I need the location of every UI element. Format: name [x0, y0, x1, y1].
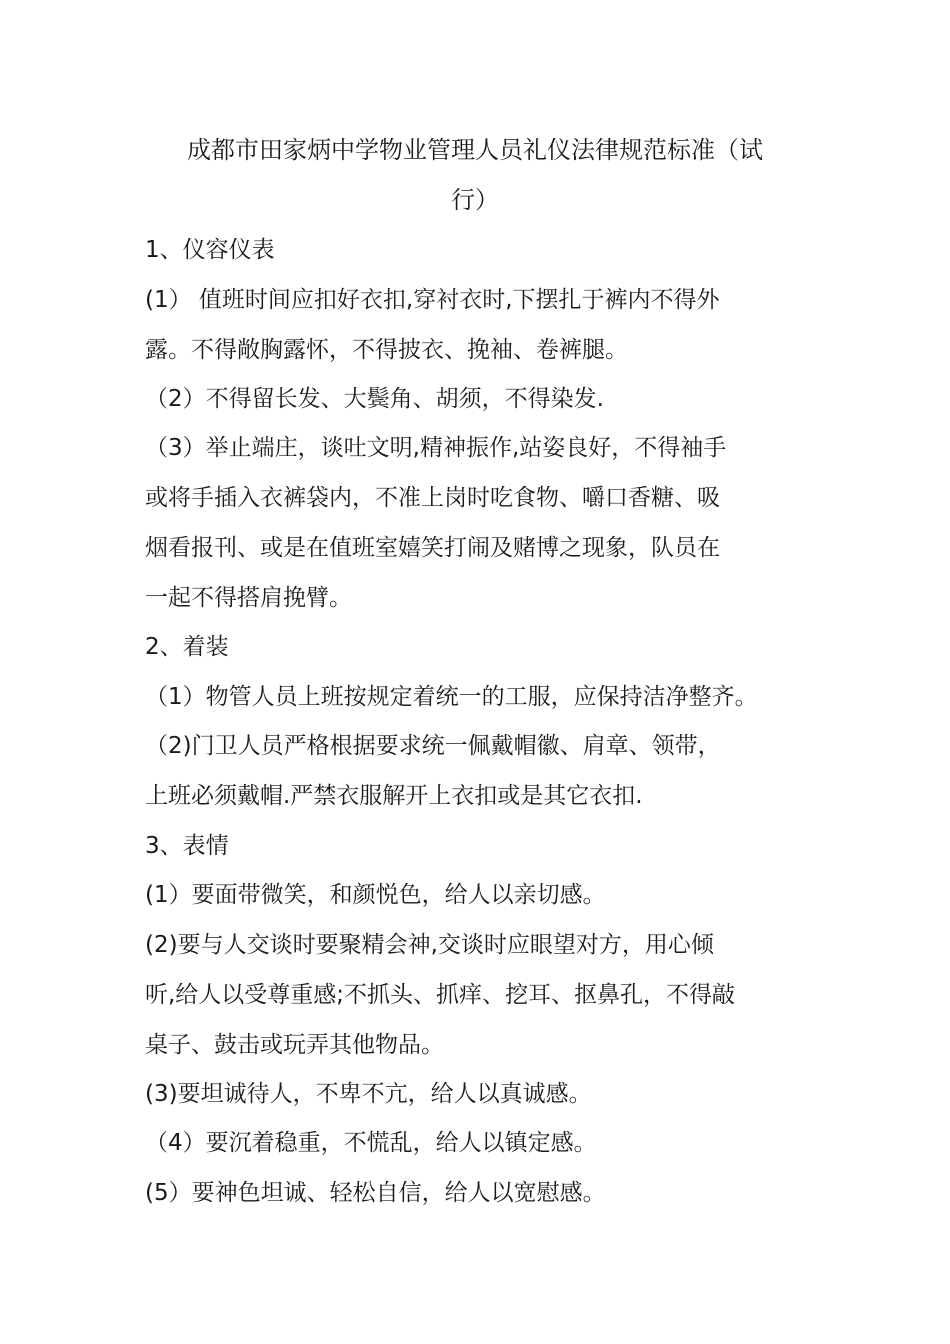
section-heading-appearance: 1、仪容仪表: [145, 237, 275, 263]
body-line: （2）不得留长发、大鬓角、胡须，不得染发.: [145, 386, 604, 412]
body-line: 烟看报刊、或是在值班室嬉笑打闹及赌博之现象，队员在: [145, 535, 720, 561]
document-title-line-1: 成都市田家炳中学物业管理人员礼仪法律规范标准（试: [187, 136, 763, 164]
body-line: (5）要神色坦诚、轻松自信，给人以宽慰感。: [145, 1180, 606, 1206]
body-line: 听,给人以受尊重感;不抓头、抓痒、挖耳、抠鼻孔，不得敲: [145, 982, 736, 1008]
body-line: 上班必须戴帽.严禁衣服解开上衣扣或是其它衣扣.: [145, 783, 643, 809]
body-line: （1）物管人员上班按规定着统一的工服，应保持洁净整齐。: [145, 684, 758, 710]
body-line: (2)要与人交谈时要聚精会神,交谈时应眼望对方，用心倾: [145, 932, 714, 958]
body-line: 一起不得搭肩挽臂。: [145, 585, 352, 611]
body-line: (3)要坦诚待人，不卑不亢，给人以真诚感。: [145, 1081, 592, 1107]
body-line: （3）举止端庄，谈吐文明,精神振作,站姿良好，不得袖手: [145, 435, 727, 461]
body-line: （4）要沉着稳重，不慌乱，给人以镇定感。: [145, 1130, 597, 1156]
document-title-line-2: 行）: [451, 186, 499, 214]
body-line: （2)门卫人员严格根据要求统一佩戴帽徽、肩章、领带，: [145, 733, 721, 759]
body-line: 露。不得敞胸露怀，不得披衣、挽袖、卷裤腿。: [145, 337, 628, 363]
body-line: (1）要面带微笑，和颜悦色，给人以亲切感。: [145, 882, 606, 908]
body-line: 或将手插入衣裤袋内，不准上岗时吃食物、嚼口香糖、吸: [145, 485, 720, 511]
section-heading-expression: 3、表情: [145, 833, 229, 859]
section-heading-attire: 2、着装: [145, 634, 229, 660]
body-line: (1） 值班时间应扣好衣扣,穿衬衣时,下摆扎于裤内不得外: [145, 287, 720, 313]
body-line: 桌子、鼓击或玩弄其他物品。: [145, 1032, 444, 1058]
